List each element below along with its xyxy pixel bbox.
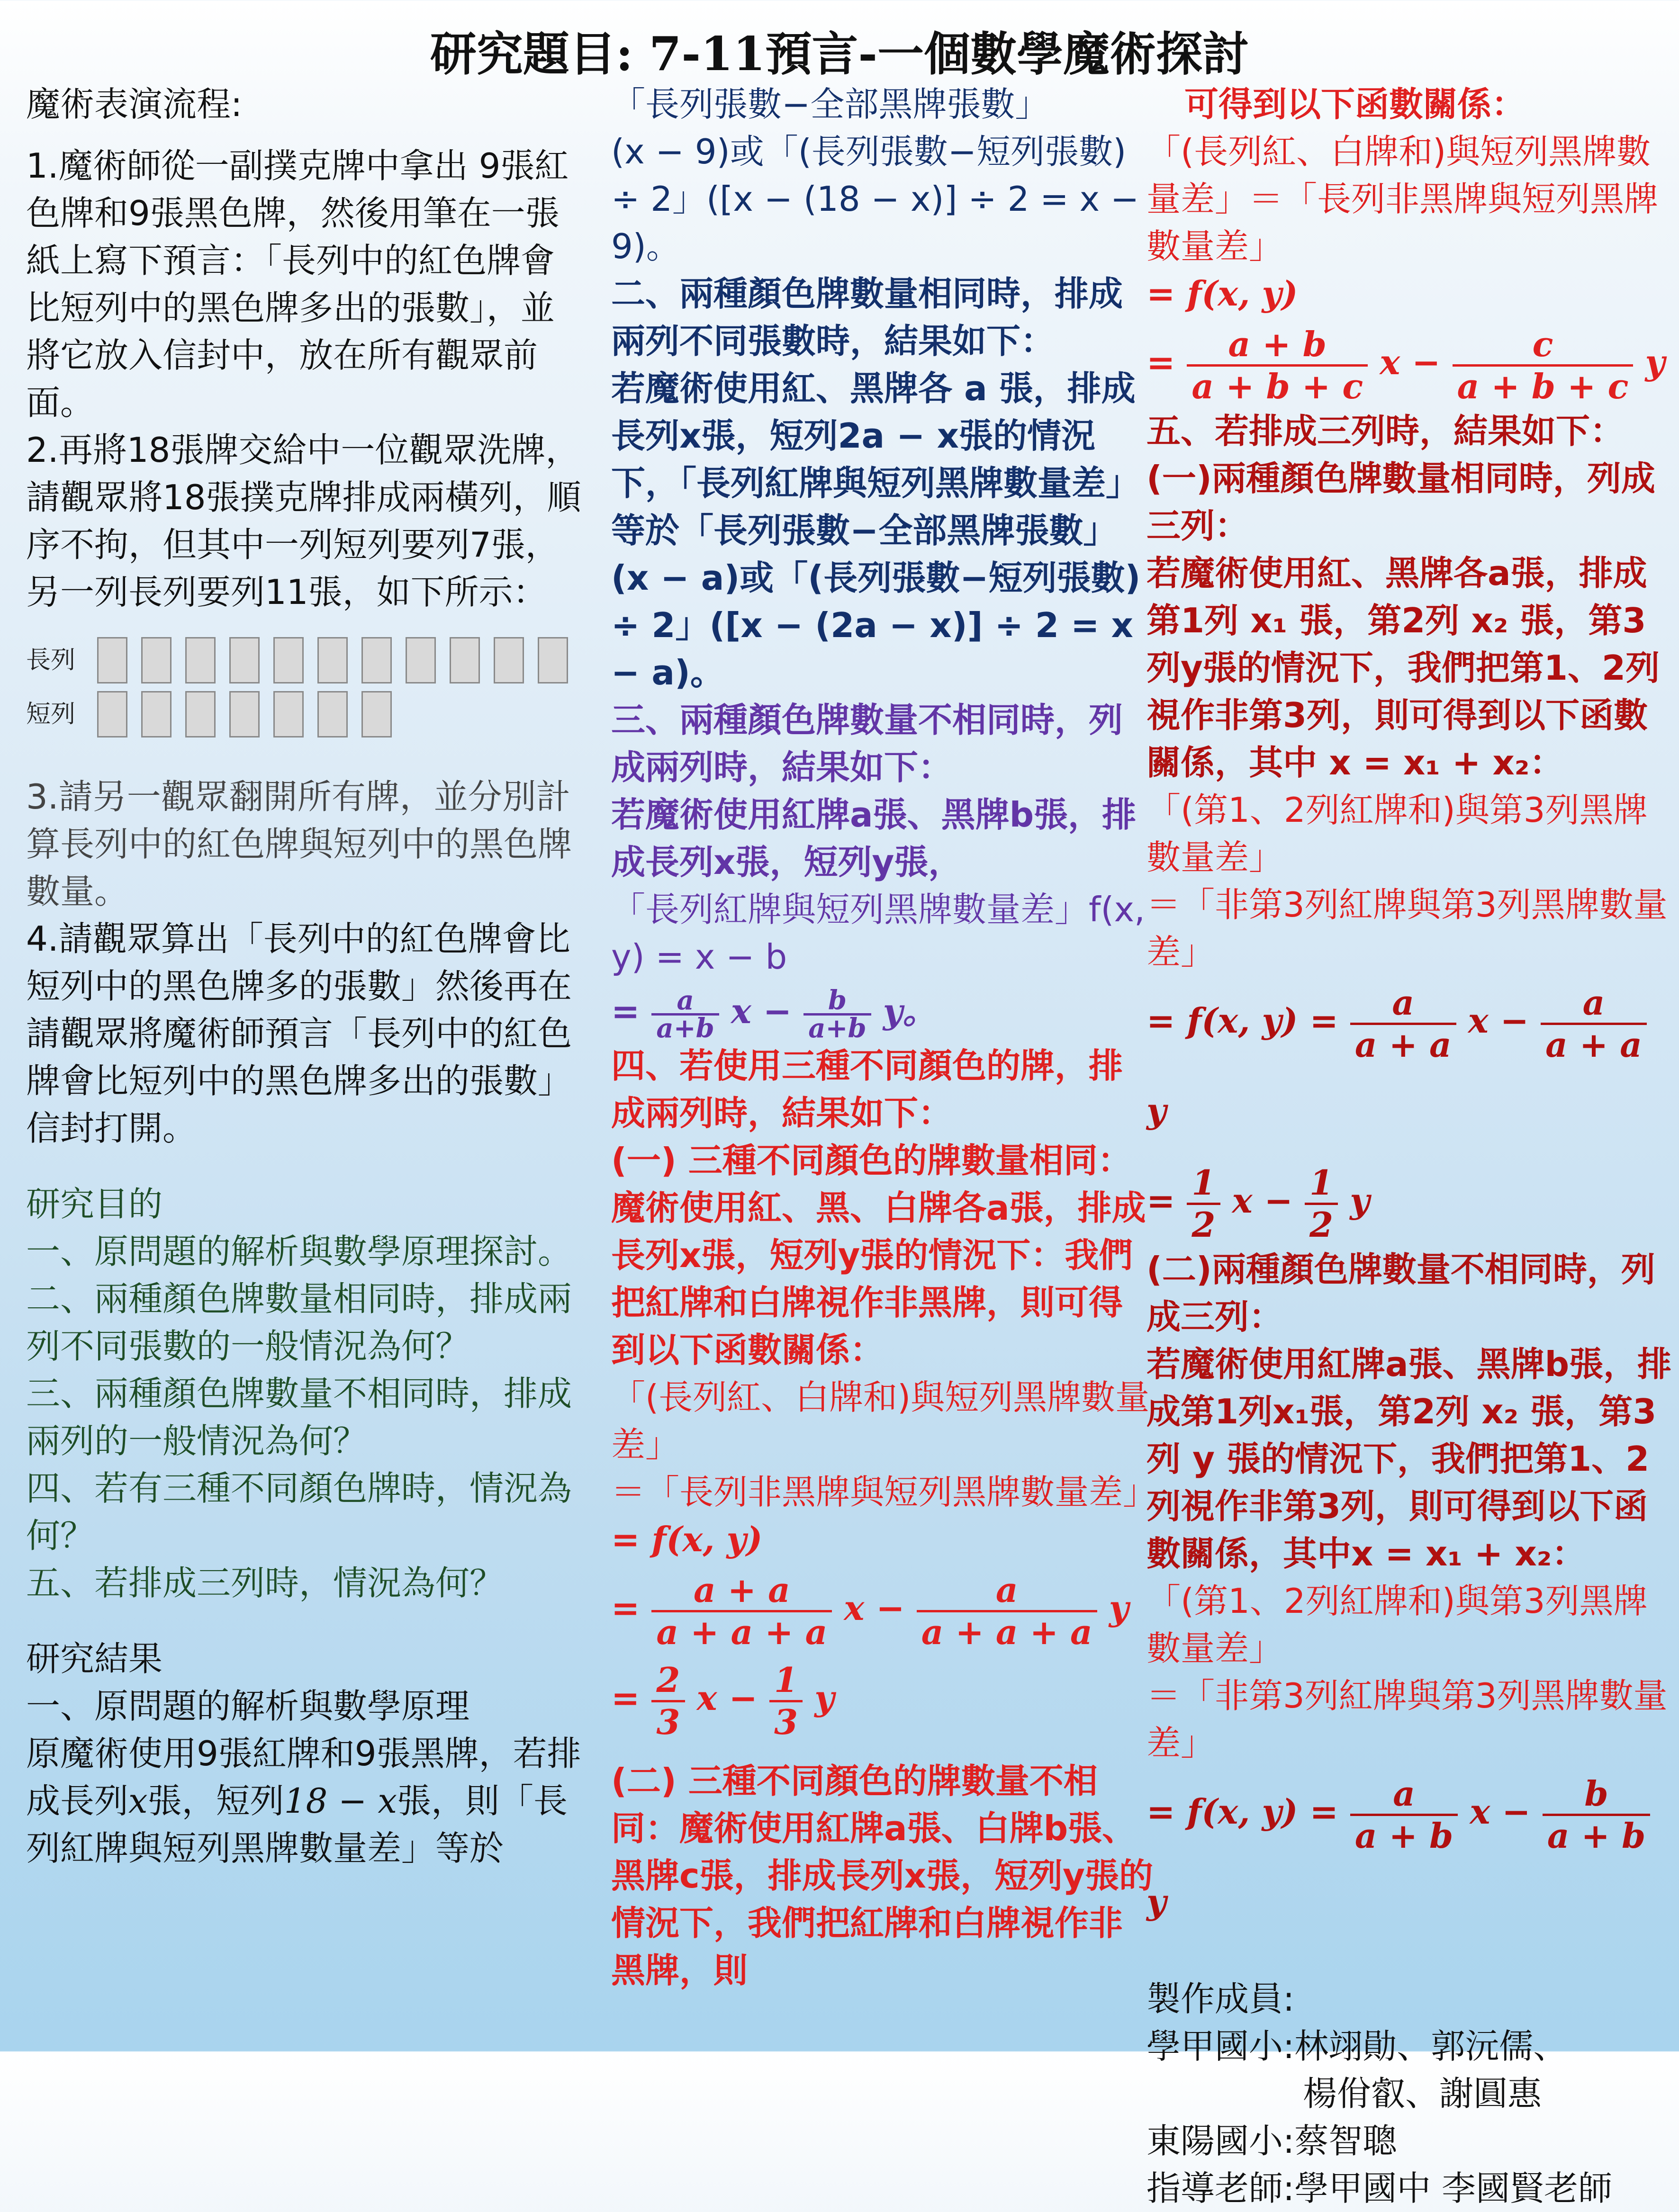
sec4-1-relation-2: ＝「長列非黑牌與短列黑牌數量差」: [611, 1472, 1157, 1512]
credits-heading: 製作成員:: [1146, 1979, 1295, 2019]
playing-card: [361, 637, 392, 683]
playing-card: [361, 691, 392, 737]
sec4-1-f: = f(x, y): [611, 1519, 763, 1559]
sec5-2-relation-2: ＝「非第3列紅牌與第3列黑牌數量差」: [1146, 1676, 1668, 1763]
sec4-1-simplified: = $\frac{2}{3}$ x − $\frac{1}{3}$ y: [611, 1659, 835, 1742]
playing-card: [185, 691, 216, 737]
purpose-item: 五、若排成三列時，情況為何？: [26, 1563, 504, 1603]
sec5-heading: 五、若排成三列時，結果如下：: [1146, 411, 1625, 451]
column-right: [1146, 81, 1672, 2208]
fraction: $\frac{a}{a + a}$: [1350, 983, 1456, 1065]
playing-card: [538, 637, 568, 683]
sec4-heading: 四、若使用三種不同顏色的牌，排成兩列時，結果如下：: [611, 1046, 1123, 1133]
playing-card: [141, 691, 172, 737]
fraction: $\frac{2}{3}$: [651, 1660, 685, 1742]
step-1: 1.魔術師從一副撲克牌中拿出 9張紅色牌和9張黑色牌，然後用筆在一張紙上寫下預言：「長列中的紅色牌會比短列中的黑色牌多出的張數」，並將它放入信封中，放在所有觀眾前面。: [26, 146, 569, 423]
long-row-label: 長列: [26, 646, 76, 674]
playing-card: [273, 691, 304, 737]
sec2-text-1: 若魔術使用紅、黑牌各 a 張，排成長列x張，短列2a − x張的情況下，「長列紅牌與短列黑牌數量差」等於「長列張數−全部黑牌張數」: [611, 369, 1140, 550]
short-row-label: 短列: [26, 700, 76, 728]
fraction: $\frac{a + b}{a + b + c}$: [1187, 324, 1368, 406]
fraction: $\frac{a}{a + a}$: [1541, 983, 1647, 1065]
fraction: $\frac{1}{2}$: [1305, 1163, 1338, 1245]
fraction: $\frac{1}{3}$: [769, 1660, 803, 1742]
sec4-2-cont: 可得到以下函數關係：: [1184, 84, 1526, 124]
credits-line: 東陽國小:蔡智聰: [1146, 2121, 1397, 2161]
sec3-text-2: 「長列紅牌與短列黑牌數量差」f(x, y) = x − b: [611, 890, 1145, 977]
sec3-text-1: 若魔術使用紅牌a張、黑牌b張，排成長列x張，短列y張，: [611, 795, 1137, 882]
short-row: [26, 691, 585, 738]
sec2-heading: 二、兩種顏色牌數量相同時，排成兩列不同張數時，結果如下：: [611, 274, 1123, 361]
poster-title: 研究題目: 7-11預言-一個數學魔術探討: [430, 27, 1249, 81]
purpose-item: 三、兩種顏色牌數量不相同時，排成兩列的一般情況為何？: [26, 1374, 572, 1461]
result-1-text-c: 張，則「長列紅牌與短列黑牌數量差」等於: [26, 1781, 568, 1868]
fraction: $\frac{b}{a + b}$: [1543, 1774, 1650, 1856]
fraction: $\frac{a + a}{a + a + a}$: [651, 1570, 832, 1652]
sec4-1-text: (一) 三種不同顏色的牌數量相同：魔術使用紅、黑、白牌各a張，排成長列x張，短列y張的情況下：我們把紅牌和白牌視作非黑牌，則可得到以下函數關係：: [611, 1141, 1146, 1370]
purpose-item: 四、若有三種不同顏色牌時，情況為何？: [26, 1468, 572, 1556]
column-left: [26, 81, 585, 2037]
long-row: [26, 637, 585, 684]
fraction: $\frac{a}{a+b}$: [651, 988, 719, 1041]
playing-card: [317, 691, 348, 737]
credits-line: 學甲國小:林翊勛、郭沅儒、: [1146, 2026, 1568, 2066]
sec3-equation: = $\frac{a}{a+b}$ x − $\frac{b}{a+b}$ y。: [611, 984, 937, 1044]
purpose-heading: 研究目的: [26, 1184, 163, 1224]
step-4: 4.請觀眾算出「長列中的紅色牌會比短列中的黑色牌多的張數」然後再在請觀眾將魔術師預言「長列中的紅色牌會比短列中的黑色牌多出的張數」信封打開。: [26, 919, 572, 1148]
sec4-2-f: = f(x, y): [1146, 273, 1298, 314]
sec4-2-equation: = $\frac{a + b}{a + b + c}$ x − $\frac{c}{a + b + c}$ y: [1146, 324, 1665, 406]
playing-card: [185, 637, 216, 683]
playing-card: [97, 691, 127, 737]
playing-card: [229, 691, 260, 737]
result-1-heading: 一、原問題的解析與數學原理: [26, 1686, 470, 1726]
column-middle: [611, 81, 1156, 2037]
fraction: $\frac{c}{a + b + c}$: [1453, 324, 1634, 406]
playing-card: [97, 637, 127, 683]
step-2: 2.再將18張牌交給中一位觀眾洗牌，請觀眾將18張撲克牌排成兩橫列，順序不拘，但其中一列短列要列7張，另一列長列要列11張，如下所示：: [26, 430, 581, 612]
sec5-2-equation: = f(x, y) = $\frac{a}{a + b}$ x − $\frac{b}{a + b}$ y: [1146, 1767, 1672, 1947]
purpose-item: 一、原問題的解析與數學原理探討。: [26, 1232, 572, 1271]
playing-card: [406, 637, 436, 683]
sec4-2-relation: 「(長列紅、白牌和)與短列黑牌數量差」＝「長列非黑牌與短列黑牌數量差」: [1146, 132, 1659, 266]
sec5-1-relation-2: ＝「非第3列紅牌與第3列黑牌數量差」: [1146, 885, 1668, 972]
sec5-2-text: 若魔術使用紅牌a張、黑牌b張，排成第1列x₁張，第2列 x₂ 張，第3列 y 張的情況下，我們把第1、2列視作非第3列，則可得到以下函數關係，其中x = x₁ + x₂：: [1146, 1344, 1672, 1574]
purpose-item: 二、兩種顏色牌數量相同時，排成兩列不同張數的一般情況為何？: [26, 1279, 572, 1366]
sec4-1-equation: = $\frac{a + a}{a + a + a}$ x − $\frac{a}{a + a + a}$ y: [611, 1569, 1129, 1652]
fraction: $\frac{a}{a + a + a}$: [917, 1570, 1097, 1652]
sec4-2-text: (二) 三種不同顏色的牌數量不相同：魔術使用紅牌a張、白牌b張、黑牌c張，排成長列x張，短列y張的情況下，我們把紅牌和白牌視作非黑牌，則: [611, 1761, 1154, 1990]
playing-card: [317, 637, 348, 683]
result-1-text-a: 原魔術使用9張紅牌和9張黑牌，若排成長列: [26, 1734, 581, 1821]
playing-card: [141, 637, 172, 683]
sec1-cont-2: (x − 9)或「(長列張數−短列張數) ÷ 2」([x − (18 − x)] ÷ 2 = x − 9)。: [611, 132, 1139, 266]
fraction: $\frac{1}{2}$: [1187, 1163, 1220, 1245]
credits-line: 指導老師:學甲國中 李國賢老師: [1146, 2168, 1613, 2208]
sec3-heading: 三、兩種顏色牌數量不相同時，列成兩列時，結果如下：: [611, 700, 1123, 787]
step-3: 3.請另一觀眾翻開所有牌，並分別計算長列中的紅色牌與短列中的黑色牌數量。: [26, 777, 572, 911]
result-heading: 研究結果: [26, 1639, 163, 1679]
sec1-cont-1: 「長列張數−全部黑牌張數」: [611, 84, 1049, 124]
sec4-1-relation-1: 「(長列紅、白牌和)與短列黑牌數量差」: [611, 1377, 1150, 1465]
sec5-1-text: 若魔術使用紅、黑牌各a張，排成第1列 x₁ 張，第2列 x₂ 張，第3列y張的情況下，我們把第1、2列視作非第3列，則可得到以下函數關係，其中 x = x₁ + x₂：: [1146, 553, 1660, 782]
sec5-1-equation: = f(x, y) = $\frac{a}{a + a}$ x − $\frac{a}{a + a}$ y: [1146, 976, 1672, 1156]
result-1-var-x: x: [128, 1781, 148, 1821]
playing-card: [494, 637, 524, 683]
flow-heading: 魔術表演流程:: [26, 84, 243, 124]
result-1-text: [26, 1730, 585, 1872]
playing-card: [450, 637, 480, 683]
sec5-1-relation-1: 「(第1、2列紅牌和)與第3列黑牌數量差」: [1146, 790, 1648, 877]
sec5-1-heading: (一)兩種顏色牌數量相同時，列成三列：: [1146, 459, 1655, 546]
result-1-expr: 18 − x: [284, 1781, 397, 1821]
playing-card: [229, 637, 260, 683]
result-1-text-b: 張，短列: [147, 1781, 284, 1821]
sec5-2-heading: (二)兩種顏色牌數量不相同時，列成三列：: [1146, 1250, 1655, 1337]
credits-line: 楊佾叡、謝圓惠: [1303, 2074, 1542, 2113]
fraction: $\frac{a}{a + b}$: [1350, 1774, 1458, 1856]
playing-card: [273, 637, 304, 683]
sec5-1-simplified: = $\frac{1}{2}$ x − $\frac{1}{2}$ y: [1146, 1162, 1370, 1245]
sec2-text-2: (x − a)或「(長列張數−短列張數) ÷ 2」([x − (2a − x)] ÷ 2 = x − a)。: [611, 558, 1141, 692]
fraction: $\frac{b}{a+b}$: [803, 988, 871, 1041]
sec5-2-relation-1: 「(第1、2列紅牌和)與第3列黑牌數量差」: [1146, 1581, 1648, 1668]
